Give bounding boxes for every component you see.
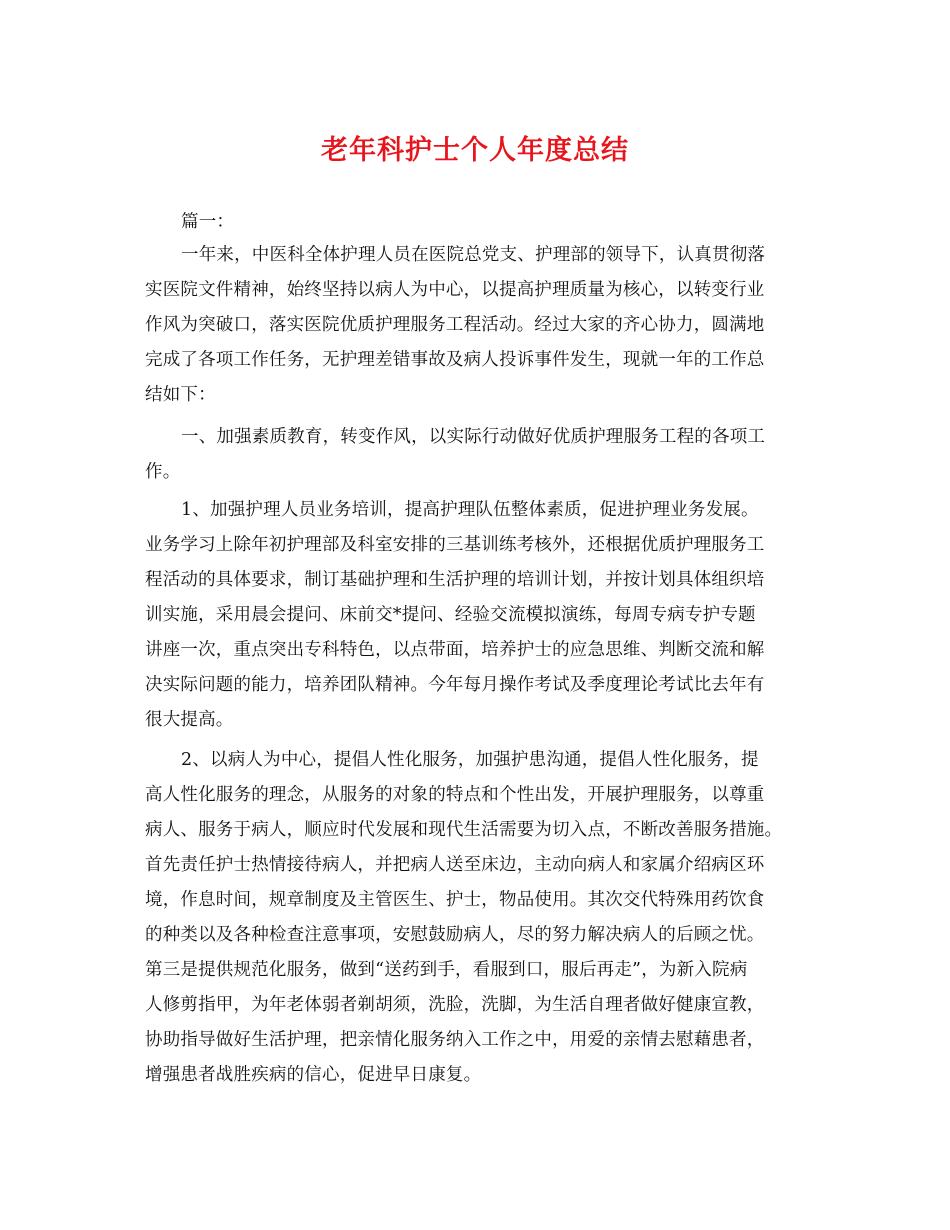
subsection-heading-1: 1、加强护理人员业务培训，提高护理队伍整体素质，促进护理业务发展。	[181, 500, 759, 520]
paragraph-line: 第三是提供规范化服务，做到“送药到手，看服到口，服后再走”，为新入院病	[145, 960, 748, 980]
paragraph-line: 病人、服务于病人，顺应时代发展和现代生活需要为切入点，不断改善服务措施。	[145, 820, 783, 840]
document-title: 老年科护士个人年度总结	[321, 135, 629, 166]
paragraph-line: 人修剪指甲，为年老体弱者剃胡须，洗脸，洗脚，为生活自理者做好健康宣教，	[145, 995, 765, 1015]
paragraph-line: 的种类以及各种检查注意事项，安慰鼓励病人，尽的努力解决病人的后顾之忧。	[145, 925, 765, 945]
paragraph-line: 很大提高。	[145, 710, 234, 730]
paragraph-line: 一年来，中医科全体护理人员在医院总党支、护理部的领导下，认真贯彻落	[181, 245, 766, 265]
paragraph-line: 实医院文件精神，始终坚持以病人为中心，以提高护理质量为核心，以转变行业	[145, 280, 765, 300]
paragraph-line: 境，作息时间，规章制度及主管医生、护士，物品使用。其次交代特殊用药饮食	[145, 890, 765, 910]
paragraph-line: 完成了各项工作任务，无护理差错事故及病人投诉事件发生，现就一年的工作总	[145, 350, 765, 370]
paragraph-line: 业务学习上除年初护理部及科室安排的三基训练考核外，还根据优质护理服务工	[145, 535, 765, 555]
paragraph-line: 高人性化服务的理念，从服务的对象的特点和个性出发，开展护理服务，以尊重	[145, 785, 765, 805]
paragraph-line: 作。	[145, 462, 181, 482]
paragraph-line: 决实际问题的能力，培养团队精神。今年每月操作考试及季度理论考试比去年有	[145, 675, 765, 695]
paragraph-line: 作风为突破口，落实医院优质护理服务工程活动。经过大家的齐心协力，圆满地	[145, 315, 765, 335]
paragraph-line: 程活动的具体要求，制订基础护理和生活护理的培训计划，并按计划具体组织培	[145, 570, 765, 590]
paragraph-line: 首先责任护士热情接待病人，并把病人送至床边，主动向病人和家属介绍病区环	[145, 855, 765, 875]
paragraph-line: 讲座一次，重点突出专科特色，以点带面，培养护士的应急思维、判断交流和解	[145, 640, 765, 660]
paragraph-line: 增强患者战胜疾病的信心，促进早日康复。	[145, 1065, 482, 1085]
paragraph-line: 结如下：	[145, 385, 216, 405]
section-heading-part-one: 篇一：	[181, 212, 235, 232]
section-heading-one: 一、加强素质教育，转变作风，以实际行动做好优质护理服务工程的各项工	[181, 427, 766, 447]
paragraph-line: 训实施，采用晨会提问、床前交*提问、经验交流模拟演练，每周专病专护专题	[145, 605, 756, 625]
subsection-heading-2: 2、以病人为中心，提倡人性化服务，加强护患沟通，提倡人性化服务，提	[181, 750, 759, 770]
paragraph-line: 协助指导做好生活护理，把亲情化服务纳入工作之中，用爱的亲情去慰藉患者，	[145, 1030, 765, 1050]
